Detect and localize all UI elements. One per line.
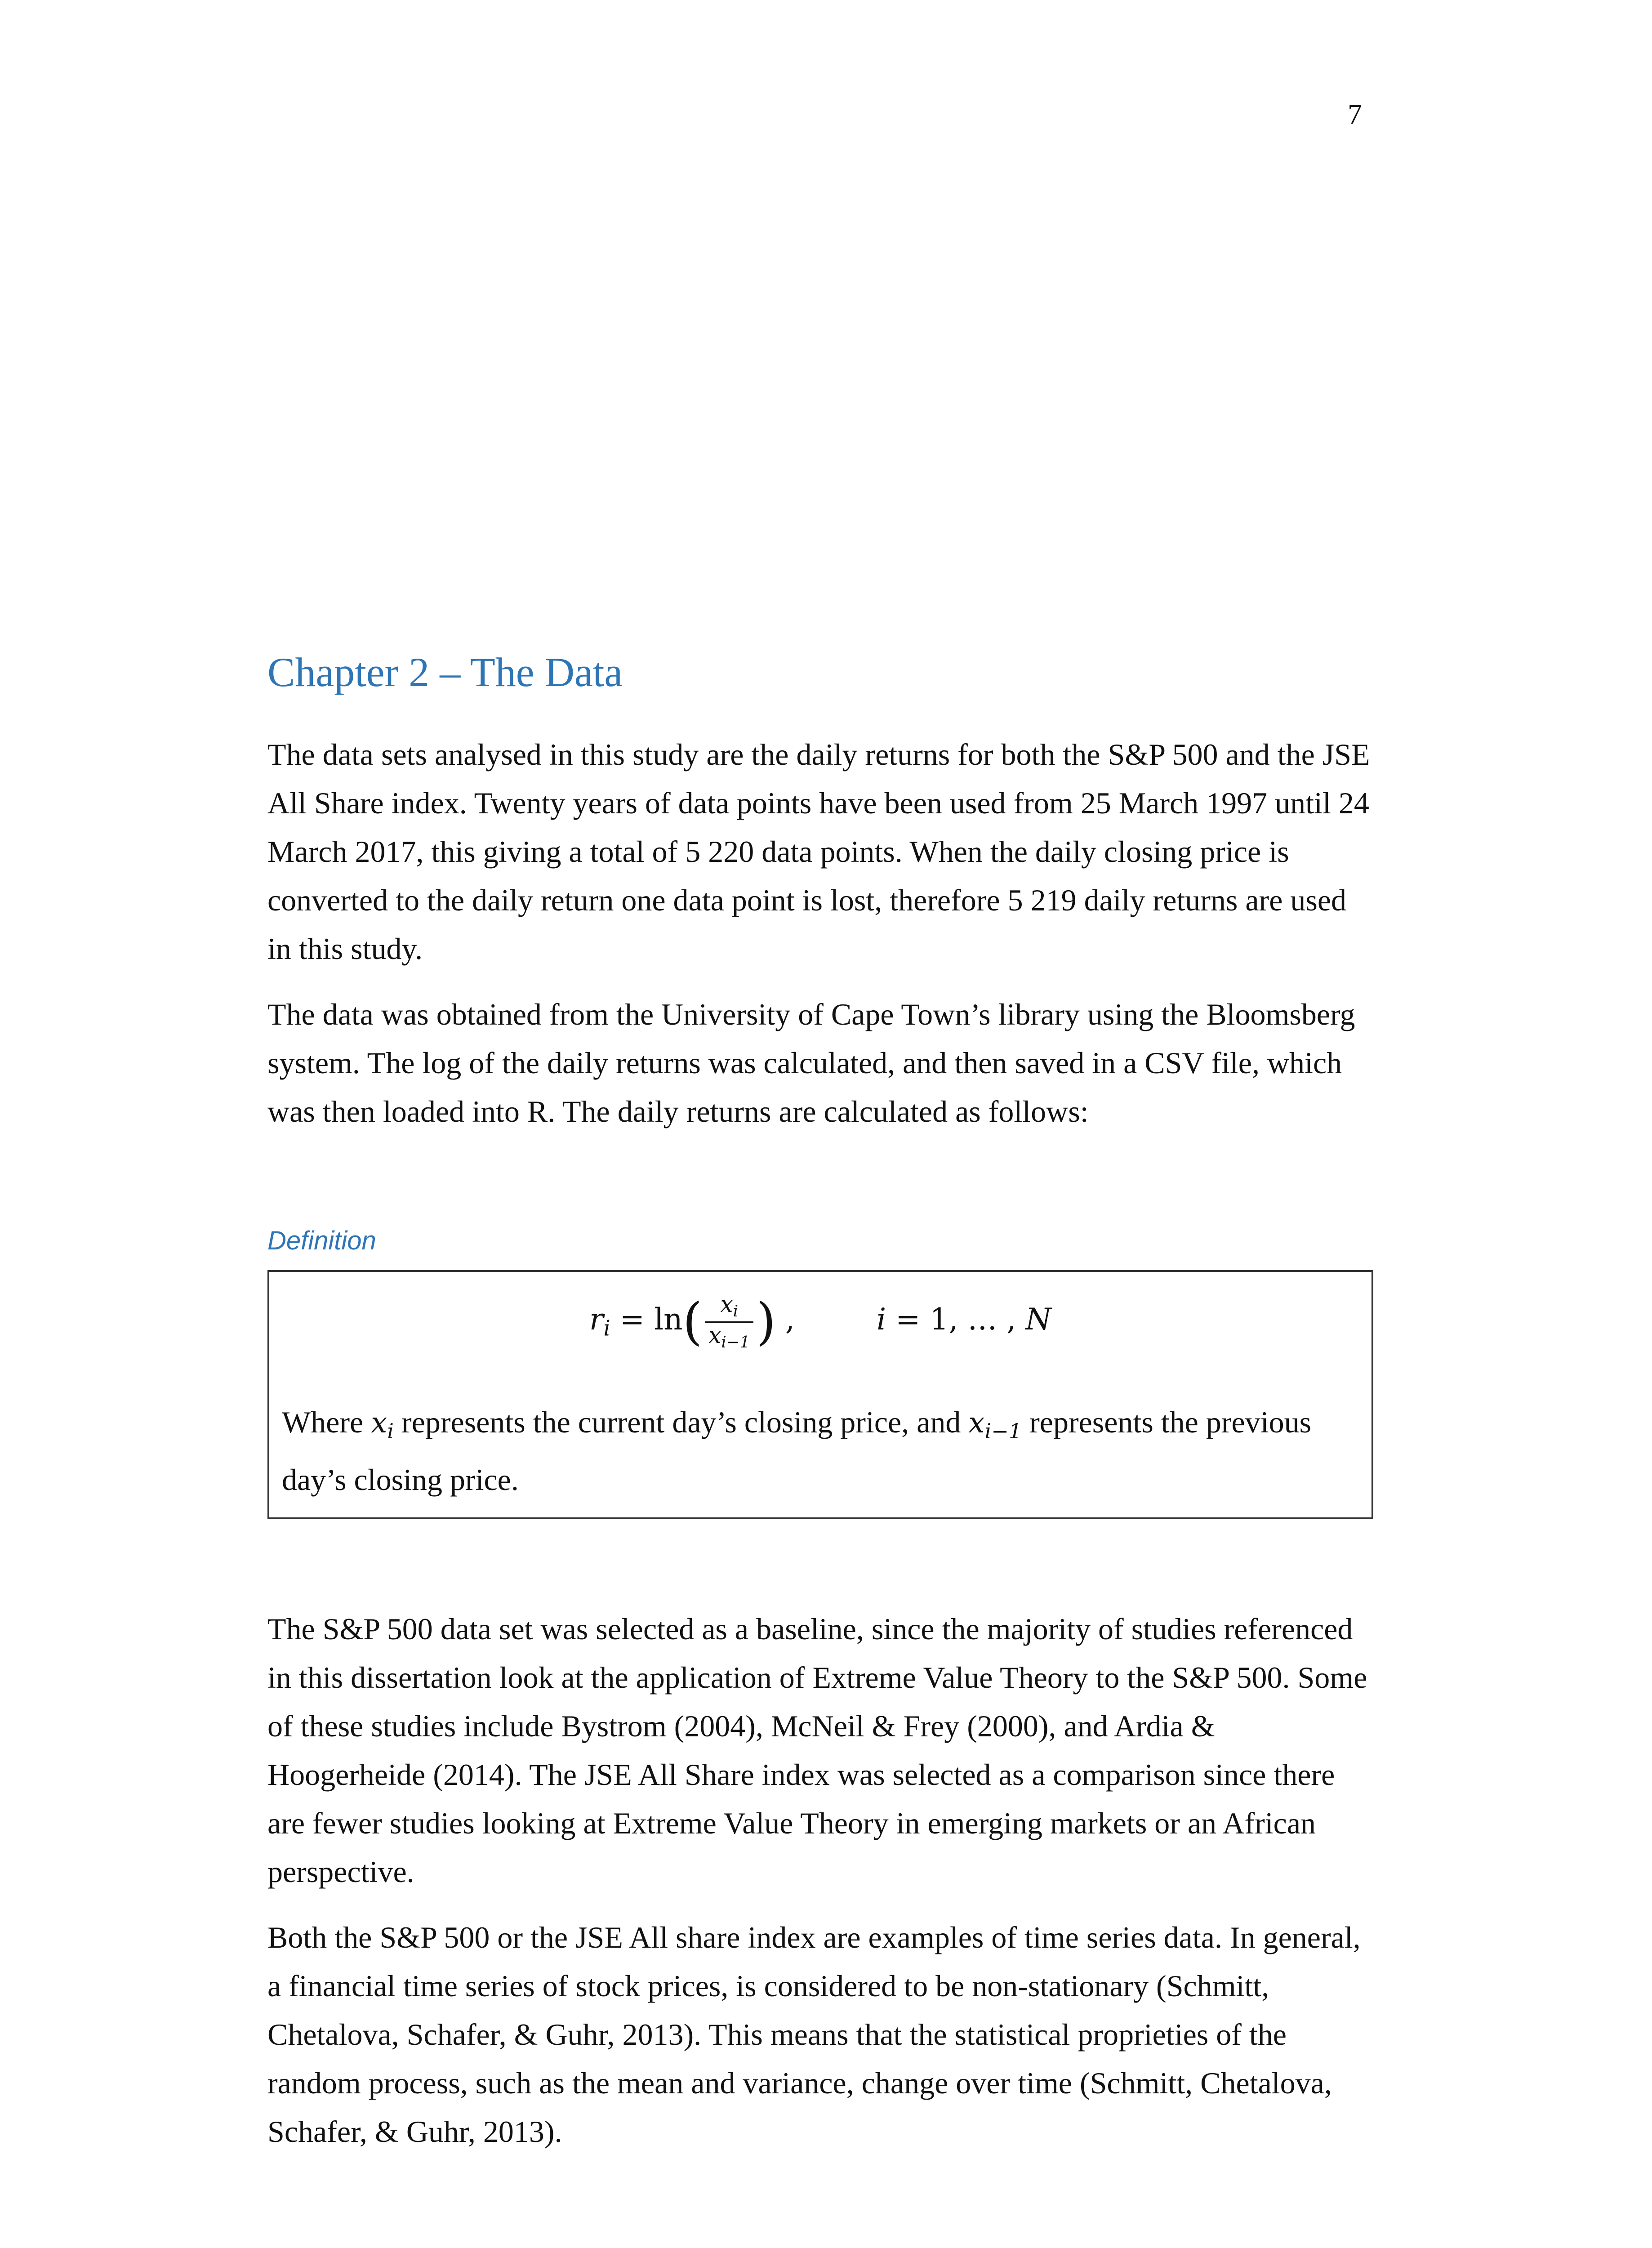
formula-index-var: i: [876, 1302, 886, 1337]
paragraph-data-sets: The data sets analysed in this study are the daily returns for both the S&P 500 and the JSE All Share index. Twenty years of data points have been used from 25 March 1997 until 24 March 2017, this giving a total of 5 220 data points. When the daily closing price is converted to the daily return one data point is lost, therefore 5 219 daily returns are used in this study.: [267, 737, 1370, 966]
formula-num-sub: i: [733, 1302, 738, 1321]
definition-caption: Definition: [267, 1226, 376, 1256]
log-return-formula: [589, 1293, 1051, 1350]
definition-text: [282, 1398, 1359, 1504]
paragraph-data-source: The data was obtained from the University of Cape Town’s library using the Bloomsberg system. The log of the daily returns was calculated, and then saved in a CSV file, which was then loaded into R. The daily returns are calculated as follows:: [267, 997, 1355, 1129]
formula-comma: ,: [785, 1302, 795, 1337]
formula-numerator: [705, 1293, 753, 1323]
formula-open-paren: (: [682, 1293, 703, 1351]
definition-var1: [371, 1406, 394, 1444]
formula-denominator: [705, 1323, 753, 1351]
formula-fraction: [705, 1293, 753, 1350]
formula-equals: =: [619, 1302, 645, 1337]
formula-lhs-var: r: [589, 1302, 604, 1337]
formula-row: [282, 1293, 1359, 1361]
paragraph-sp500-baseline: The S&P 500 data set was selected as a baseline, since the majority of studies referenced in this dissertation look at the application of Extreme Value Theory to the S&P 500. Some of these studies include Bystrom (2004), McNeil & Frey (2000), and Ardia & Hoogerheide (2014). The JSE All Share index was selected as a comparison since there are fewer studies looking at Extreme Value Theory in emerging markets or an African perspective.: [267, 1612, 1367, 1889]
page-number: 7: [1348, 98, 1362, 130]
formula-close-paren: ): [756, 1293, 776, 1351]
definition-var1-sub: i: [387, 1419, 394, 1444]
definition-box: [267, 1270, 1373, 1519]
formula-ln: ln: [654, 1302, 683, 1337]
definition-var2-base: x: [968, 1406, 985, 1440]
page-content: [267, 647, 1373, 2173]
definition-text-part3: represents the previous day’s closing price.: [282, 1405, 1312, 1497]
formula-num-var: x: [720, 1291, 733, 1318]
paragraph-time-series: Both the S&P 500 or the JSE All share index are examples of time series data. In general, a financial time series of stock prices, is considered to be non-stationary (Schmitt, Chetalova, Schafer, & Guhr, 2013). This means that the statistical proprieties of the random process, such as the mean and variance, change over time (Schmitt, Chetalova, Schafer, & Guhr, 2013).: [267, 1920, 1361, 2149]
formula-den-var: x: [708, 1322, 721, 1348]
definition-var2: [968, 1406, 1022, 1444]
formula-index-equals: =: [895, 1302, 921, 1337]
chapter-title: Chapter 2 – The Data: [267, 649, 623, 695]
definition-var2-sub: i−1: [984, 1419, 1022, 1444]
formula-lhs-sub: i: [603, 1316, 610, 1341]
definition-text-part1: Where: [282, 1405, 371, 1440]
formula-index-range: 1, … ,: [930, 1302, 1026, 1337]
definition-var1-base: x: [371, 1406, 387, 1440]
formula-den-sub: i−1: [721, 1333, 750, 1351]
formula-index-end: N: [1025, 1302, 1052, 1337]
definition-text-part2: represents the current day’s closing price, and: [394, 1405, 969, 1440]
